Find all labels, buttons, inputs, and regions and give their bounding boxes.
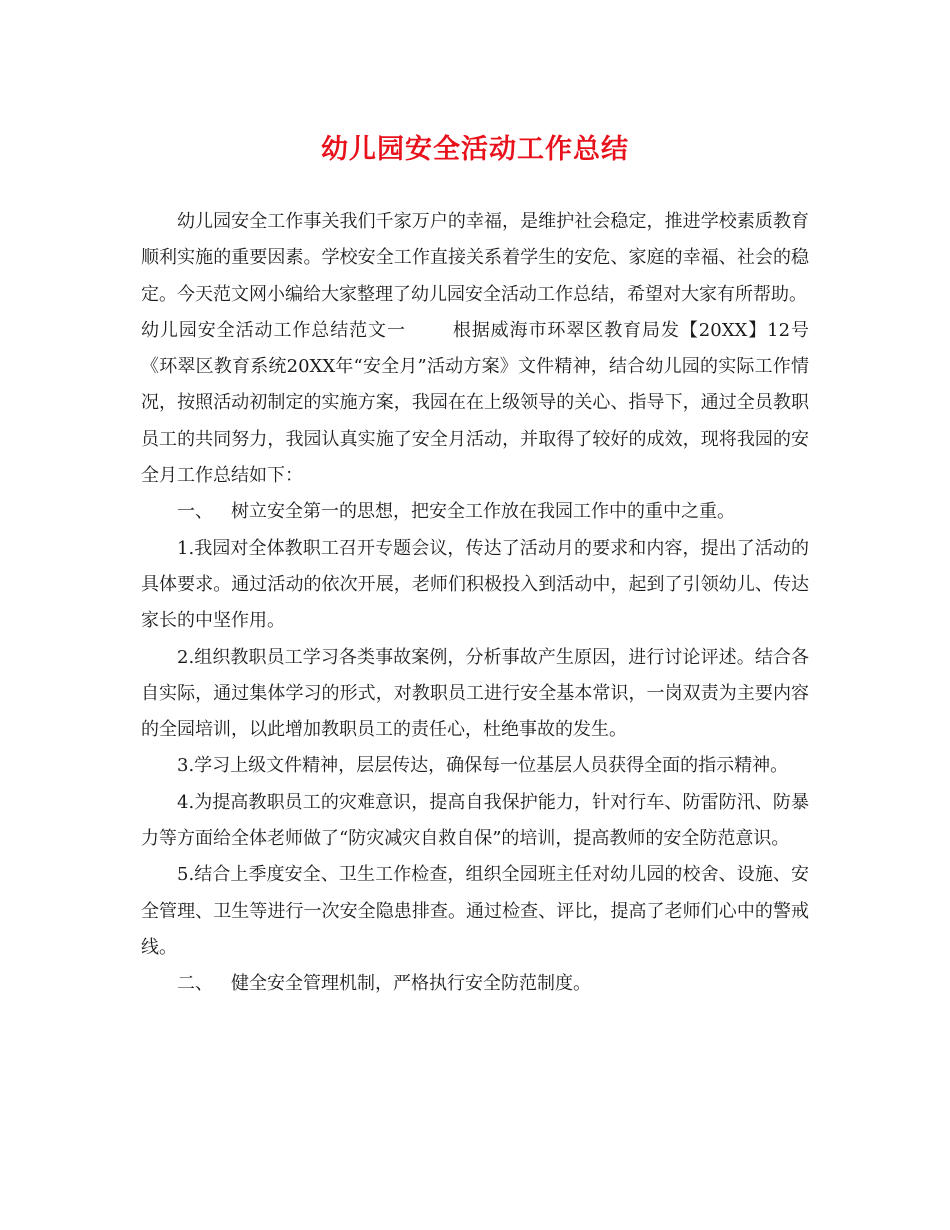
section-heading-1 xyxy=(141,494,809,530)
section-heading-2 xyxy=(141,966,809,1002)
list-item-1: 1.我园对全体教职工召开专题会议，传达了活动月的要求和内容，提出了活动的具体要求。通过活动的依次开展，老师们积极投入到活动中，起到了引领幼儿、传达家长的中坚作用。 xyxy=(141,537,809,632)
list-item-3: 3.学习上级文件精神，层层传达，确保每一位基层人员获得全面的指示精神。 xyxy=(177,755,789,777)
intro-paragraph: 幼儿园安全工作事关我们千家万户的幸福，是维护社会稳定，推进学校素质教育顺利实施的重要因素。学校安全工作直接关系着学生的安危、家庭的幸福、社会的稳定。今天范文网小编给大家整理了幼儿园安全活动工作总结，希望对大家有所帮助。 xyxy=(141,211,809,305)
section-number-2: 二、 xyxy=(177,973,213,995)
list-item-2: 2.组织教职员工学习各类事故案例，分析事故产生原因，进行讨论评述。结合各自实际，通过集体学习的形式，对教职员工进行安全基本常识，一岗双责为主要内容的全园培训，以此增加教职员工的责任心，杜绝事故的发生。 xyxy=(141,646,809,741)
section-text-1: 树立安全第一的思想，把安全工作放在我园工作中的重中之重。 xyxy=(231,501,735,523)
list-item-5: 5.结合上季度安全、卫生工作检查，组织全园班主任对幼儿园的校舍、设施、安全管理、卫生等进行一次安全隐患排查。通过检查、评比，提高了老师们心中的警戒线。 xyxy=(141,864,809,958)
sample-intro: 根据威海市环翠区教育局发【20XX】12号《环翠区教育系统20XX年“安全月”活动方案》文件精神，结合幼儿园的实际工作情况，按照活动初制定的实施方案，我园在在上级领导的关心、指导下，通过全员教职员工的共同努力，我园认真实施了安全月活动，并取得了较好的成效，现将我园的安全月工作总结如下： xyxy=(141,319,810,487)
section-number-1: 一、 xyxy=(177,501,213,523)
list-item-4: 4.为提高教职员工的灾难意识，提高自我保护能力，针对行车、防雷防汛、防暴力等方面给全体老师做了“防灾减灾自救自保”的培训，提高教师的安全防范意识。 xyxy=(141,791,809,850)
sample-title: 幼儿园安全活动工作总结范文一 xyxy=(141,319,406,341)
document-body xyxy=(141,204,809,1003)
section-text-2: 健全安全管理机制，严格执行安全防范制度。 xyxy=(231,973,591,995)
document-title: 幼儿园安全活动工作总结 xyxy=(321,134,629,165)
sample-paragraph xyxy=(141,313,809,494)
